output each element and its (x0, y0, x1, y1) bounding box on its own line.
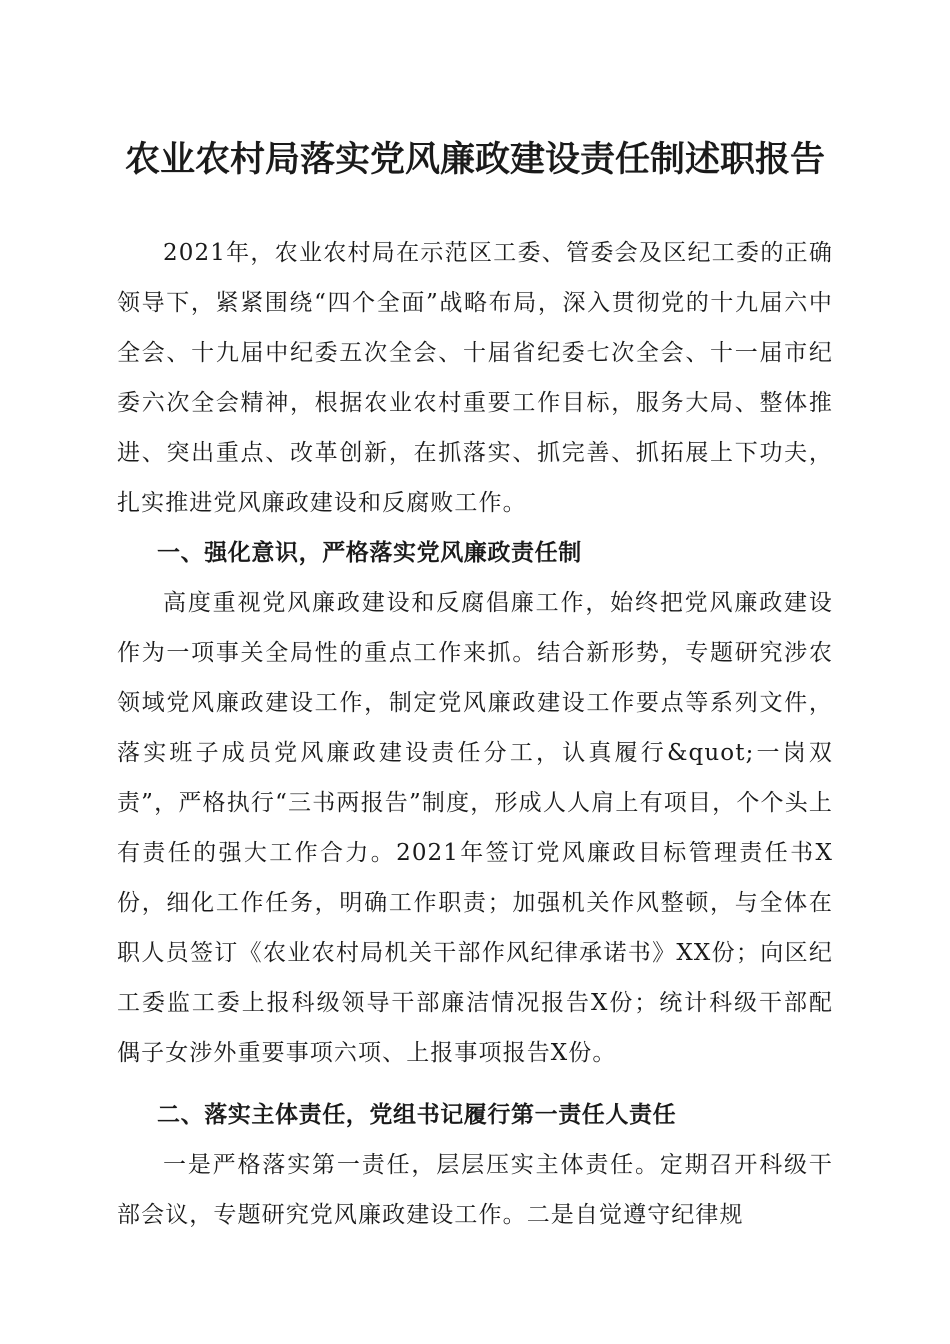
section-2-heading: 二、落实主体责任，党组书记履行第一责任人责任 (157, 1102, 677, 1128)
document-title: 农业农村局落实党风廉政建设责任制述职报告 (124, 139, 825, 180)
section-2-paragraph: 一是严格落实第一责任，层层压实主体责任。定期召开科级干部会议，专题研究党风廉政建设工作。二是自觉遵守纪律规 (117, 1152, 833, 1228)
section-1-heading: 一、强化意识，严格落实党风廉政责任制 (157, 540, 582, 566)
section-1-paragraph: 高度重视党风廉政建设和反腐倡廉工作，始终把党风廉政建设作为一项事关全局性的重点工作来抓。结合新形势，专题研究涉农领域党风廉政建设工作，制定党风廉政建设工作要点等系列文件，落实班子成员党风廉政建设责任分工，认真履行&quot;一岗双责”，严格执行“三书两报告”制度，形成人人肩上有项目，个个头上有责任的强大工作合力。2021年签订党风廉政目标管理责任书X份，细化工作任务，明确工作职责；加强机关作风整顿，与全体在职人员签订《农业农村局机关干部作风纪律承诺书》XX份；向区纪工委监工委上报科级领导干部廉洁情况报告X份；统计科级干部配偶子女涉外重要事项六项、上报事项报告X份。 (117, 590, 833, 1066)
document-body (117, 228, 833, 1240)
intro-paragraph: 2021年，农业农村局在示范区工委、管委会及区纪工委的正确领导下，紧紧围绕“四个全面”战略布局，深入贯彻党的十九届六中全会、十九届中纪委五次全会、十届省纪委七次全会、十一届市纪委六次全会精神，根据农业农村重要工作目标，服务大局、整体推进、突出重点、改革创新，在抓落实、抓完善、抓拓展上下功夫，扎实推进党风廉政建设和反腐败工作。 (117, 240, 833, 516)
